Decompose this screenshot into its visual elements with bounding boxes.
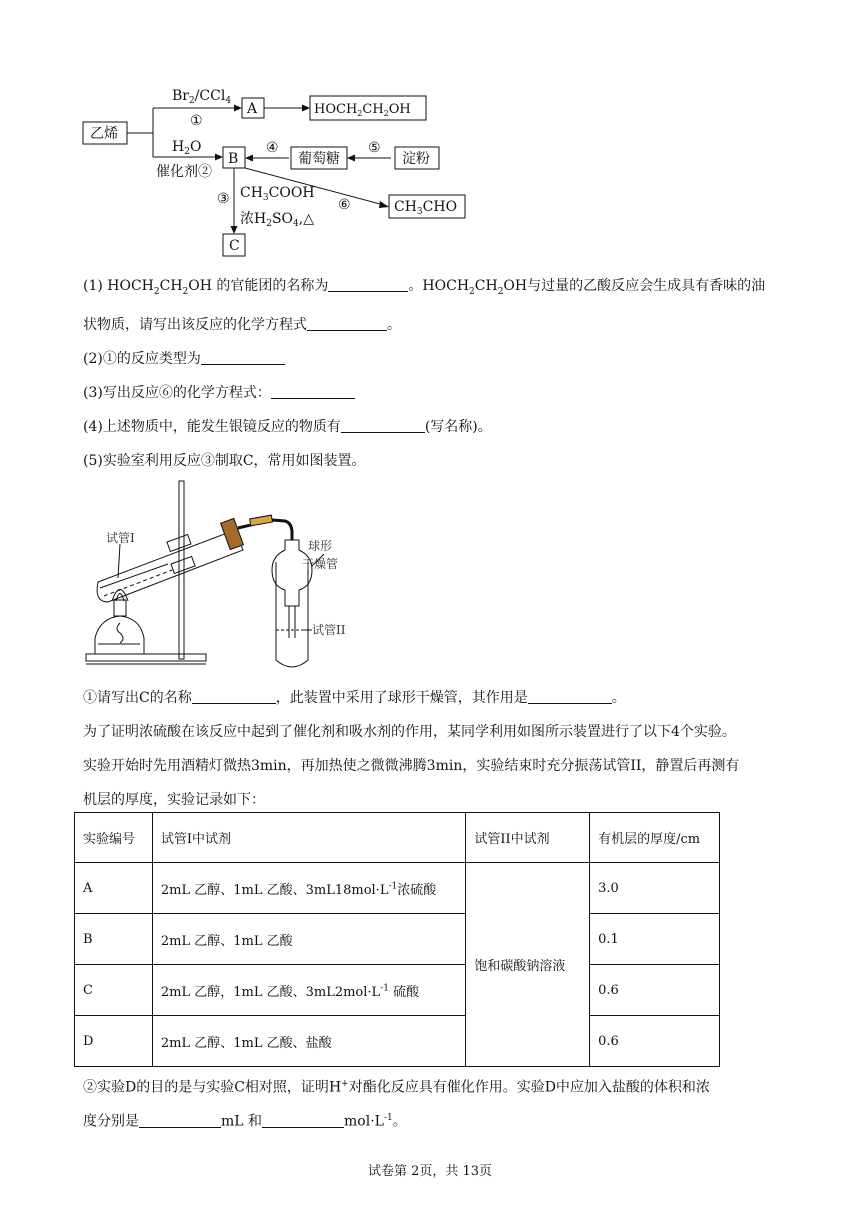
answer-blank[interactable] — [271, 384, 355, 399]
question-1-line1: (1) $HOCH_2CH_2OH$ 的官能团的名称为 。$HOCH_2CH_2OH$与过量的乙酸反应会生成具有香味的油 — [83, 278, 766, 297]
header-tube2: 试管II中试剂 — [466, 813, 590, 863]
experiment-table — [74, 812, 720, 1067]
header-tube1: 试管I中试剂 — [152, 813, 466, 863]
reaction-scheme — [80, 80, 480, 260]
question-5: (5)实验室利用反应③制取C，常用如图装置。 — [83, 453, 366, 469]
question-1-line2: 状物质，请写出该反应的化学方程式 。 — [83, 317, 401, 333]
answer-blank[interactable] — [201, 350, 285, 365]
table-row: A 2mL 乙醇、1mL 乙酸、$3mL18mol\cdot L^{-1}$浓硫酸 饱和碳酸钠溶液 3.0 — [75, 863, 720, 914]
answer-blank[interactable] — [528, 689, 612, 704]
catalyst-label: 催化剂② — [156, 164, 212, 180]
answer-blank[interactable] — [139, 1113, 221, 1128]
svg-text:浓H2SO4,△: 浓$H_2SO_4,\triangle$ — [240, 211, 314, 229]
answer-blank[interactable] — [341, 418, 425, 433]
svg-text:Br2/CCl4: $Br_2/CCl_4$ — [172, 88, 232, 106]
step3-label: ③ — [217, 191, 230, 207]
step6-label: ⑥ — [338, 197, 351, 213]
stopper — [221, 518, 244, 549]
alcohol-burner — [95, 616, 144, 654]
tube2-label: 试管II — [312, 623, 346, 637]
question-3: (3)写出反应⑥的化学方程式： — [83, 383, 355, 403]
ethylene-label: 乙烯 — [90, 126, 118, 142]
header-thickness: 有机层的厚度/cm — [590, 813, 720, 863]
sub-question-2-line1: ②实验D的目的是与实验C相对照，证明H+对酯化反应具有催化作用。实验D中应加入盐酸的体积和浓 — [83, 1079, 710, 1096]
step4-label: ④ — [266, 140, 279, 156]
compound-A: A — [247, 101, 258, 117]
sub-question-2-line2: 度分别是 mL 和 $mol\cdot L^{-1}$。 — [83, 1113, 407, 1130]
dryer-label-2: 干燥管 — [302, 557, 339, 571]
starch-label: 淀粉 — [402, 151, 430, 167]
paragraph-2: 实验开始时先用酒精灯微热3min，再加热使之微微沸腾3min，实验结束时充分振荡试管II，静置后再测有 — [83, 758, 740, 774]
tube1-label: 试管I — [106, 531, 135, 545]
page-footer: 试卷第 2页，共 13页 — [367, 1164, 493, 1179]
step1-label: ① — [190, 113, 203, 129]
table-row: D 2mL 乙醇、1mL 乙酸、盐酸 0.6 — [75, 1016, 720, 1067]
paragraph-1: 为了证明浓硫酸在该反应中起到了催化剂和吸水剂的作用，某同学利用如图所示装置进行了以下4个实验。 — [83, 724, 736, 740]
paragraph-3: 机层的厚度，实验记录如下： — [83, 792, 265, 808]
answer-blank[interactable] — [192, 689, 276, 704]
compound-C: C — [229, 238, 240, 254]
answer-blank[interactable] — [307, 316, 387, 331]
tube2-reagent: 饱和碳酸钠溶液 — [466, 863, 590, 1067]
header-id: 实验编号 — [75, 813, 153, 863]
sub-question-1: ①请写出C的名称 ，此装置中采用了球形干燥管，其作用是 。 — [83, 690, 626, 706]
table-row: C 2mL 乙醇，1mL 乙酸、$3mL2mol\cdot L^{-1}$ 硫酸 0.6 — [75, 965, 720, 1016]
answer-blank[interactable] — [328, 277, 408, 292]
apparatus-figure — [80, 478, 370, 673]
drying-tube — [272, 540, 312, 606]
step5-label: ⑤ — [368, 140, 381, 156]
question-2: (2)①的反应类型为 — [83, 349, 285, 369]
dryer-label-1: 球形 — [308, 539, 333, 553]
test-tube-II — [276, 562, 308, 667]
svg-text:H2O: $H_2O$ — [172, 139, 202, 157]
svg-text:CH3COOH: $CH_3COOH$ — [240, 185, 315, 203]
answer-blank[interactable] — [262, 1113, 344, 1128]
question-4: (4)上述物质中，能发生银镜反应的物质有 (写名称)。 — [83, 419, 492, 435]
compound-B: B — [228, 151, 239, 167]
stand-base — [86, 654, 206, 661]
svg-text:CH3CHO: $CH_3CHO$ — [394, 199, 458, 217]
glucose-label: 葡萄糖 — [298, 151, 340, 167]
svg-text:HOCH2CH2OH: $HOCH_2CH_2OH$ — [314, 102, 411, 118]
table-header-row — [75, 813, 720, 863]
table-row: B 2mL 乙醇、1mL 乙酸 0.1 — [75, 914, 720, 965]
